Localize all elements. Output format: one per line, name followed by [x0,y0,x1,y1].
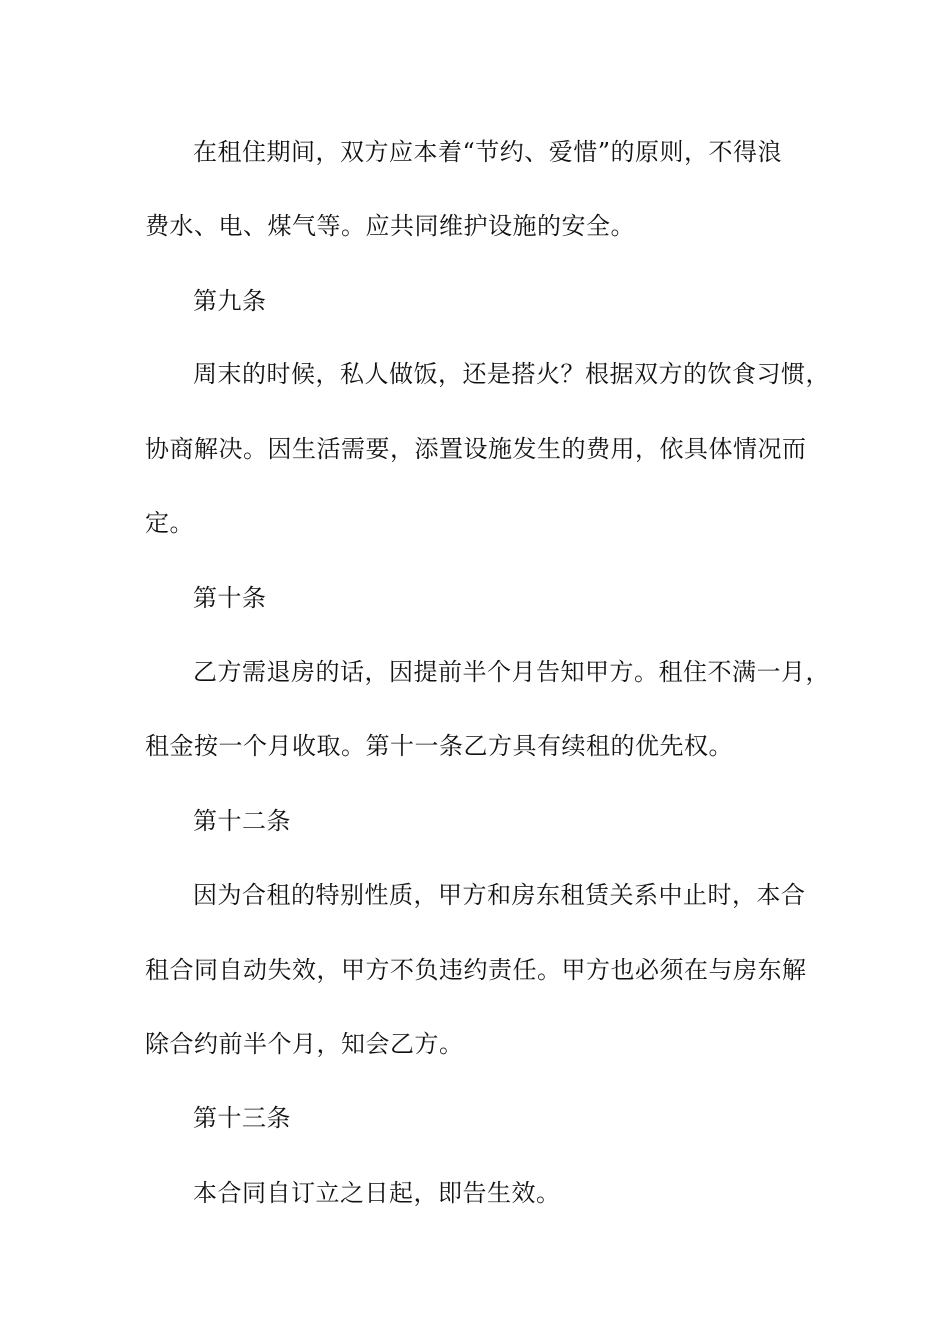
paragraph-line: 周末的时候，私人做饭，还是搭火？根据双方的饮食习惯， [193,360,830,388]
article-heading: 第九条 [193,287,267,315]
paragraph-line: 因为合租的特别性质，甲方和房东租赁关系中止时，本合 [193,881,806,909]
paragraph-line: 乙方需退房的话，因提前半个月告知甲方。租住不满一月， [193,658,830,686]
article-heading: 第十条 [193,584,267,612]
paragraph-line: 除合约前半个月，知会乙方。 [145,1030,464,1058]
paragraph-line: 定。 [145,509,194,537]
article-heading: 第十二条 [193,807,291,835]
article-heading: 第十三条 [193,1104,291,1132]
paragraph-line: 在租住期间，双方应本着“节约、爱惜”的原则，不得浪 [193,138,783,166]
paragraph-line: 租合同自动失效，甲方不负违约责任。甲方也必须在与房东解 [145,956,807,984]
paragraph-line: 租金按一个月收取。第十一条乙方具有续租的优先权。 [145,732,733,760]
paragraph-line: 本合同自订立之日起，即告生效。 [193,1179,561,1207]
paragraph-line: 费水、电、煤气等。应共同维护设施的安全。 [145,212,635,240]
paragraph-line: 协商解决。因生活需要，添置设施发生的费用，依具体情况而 [145,435,807,463]
